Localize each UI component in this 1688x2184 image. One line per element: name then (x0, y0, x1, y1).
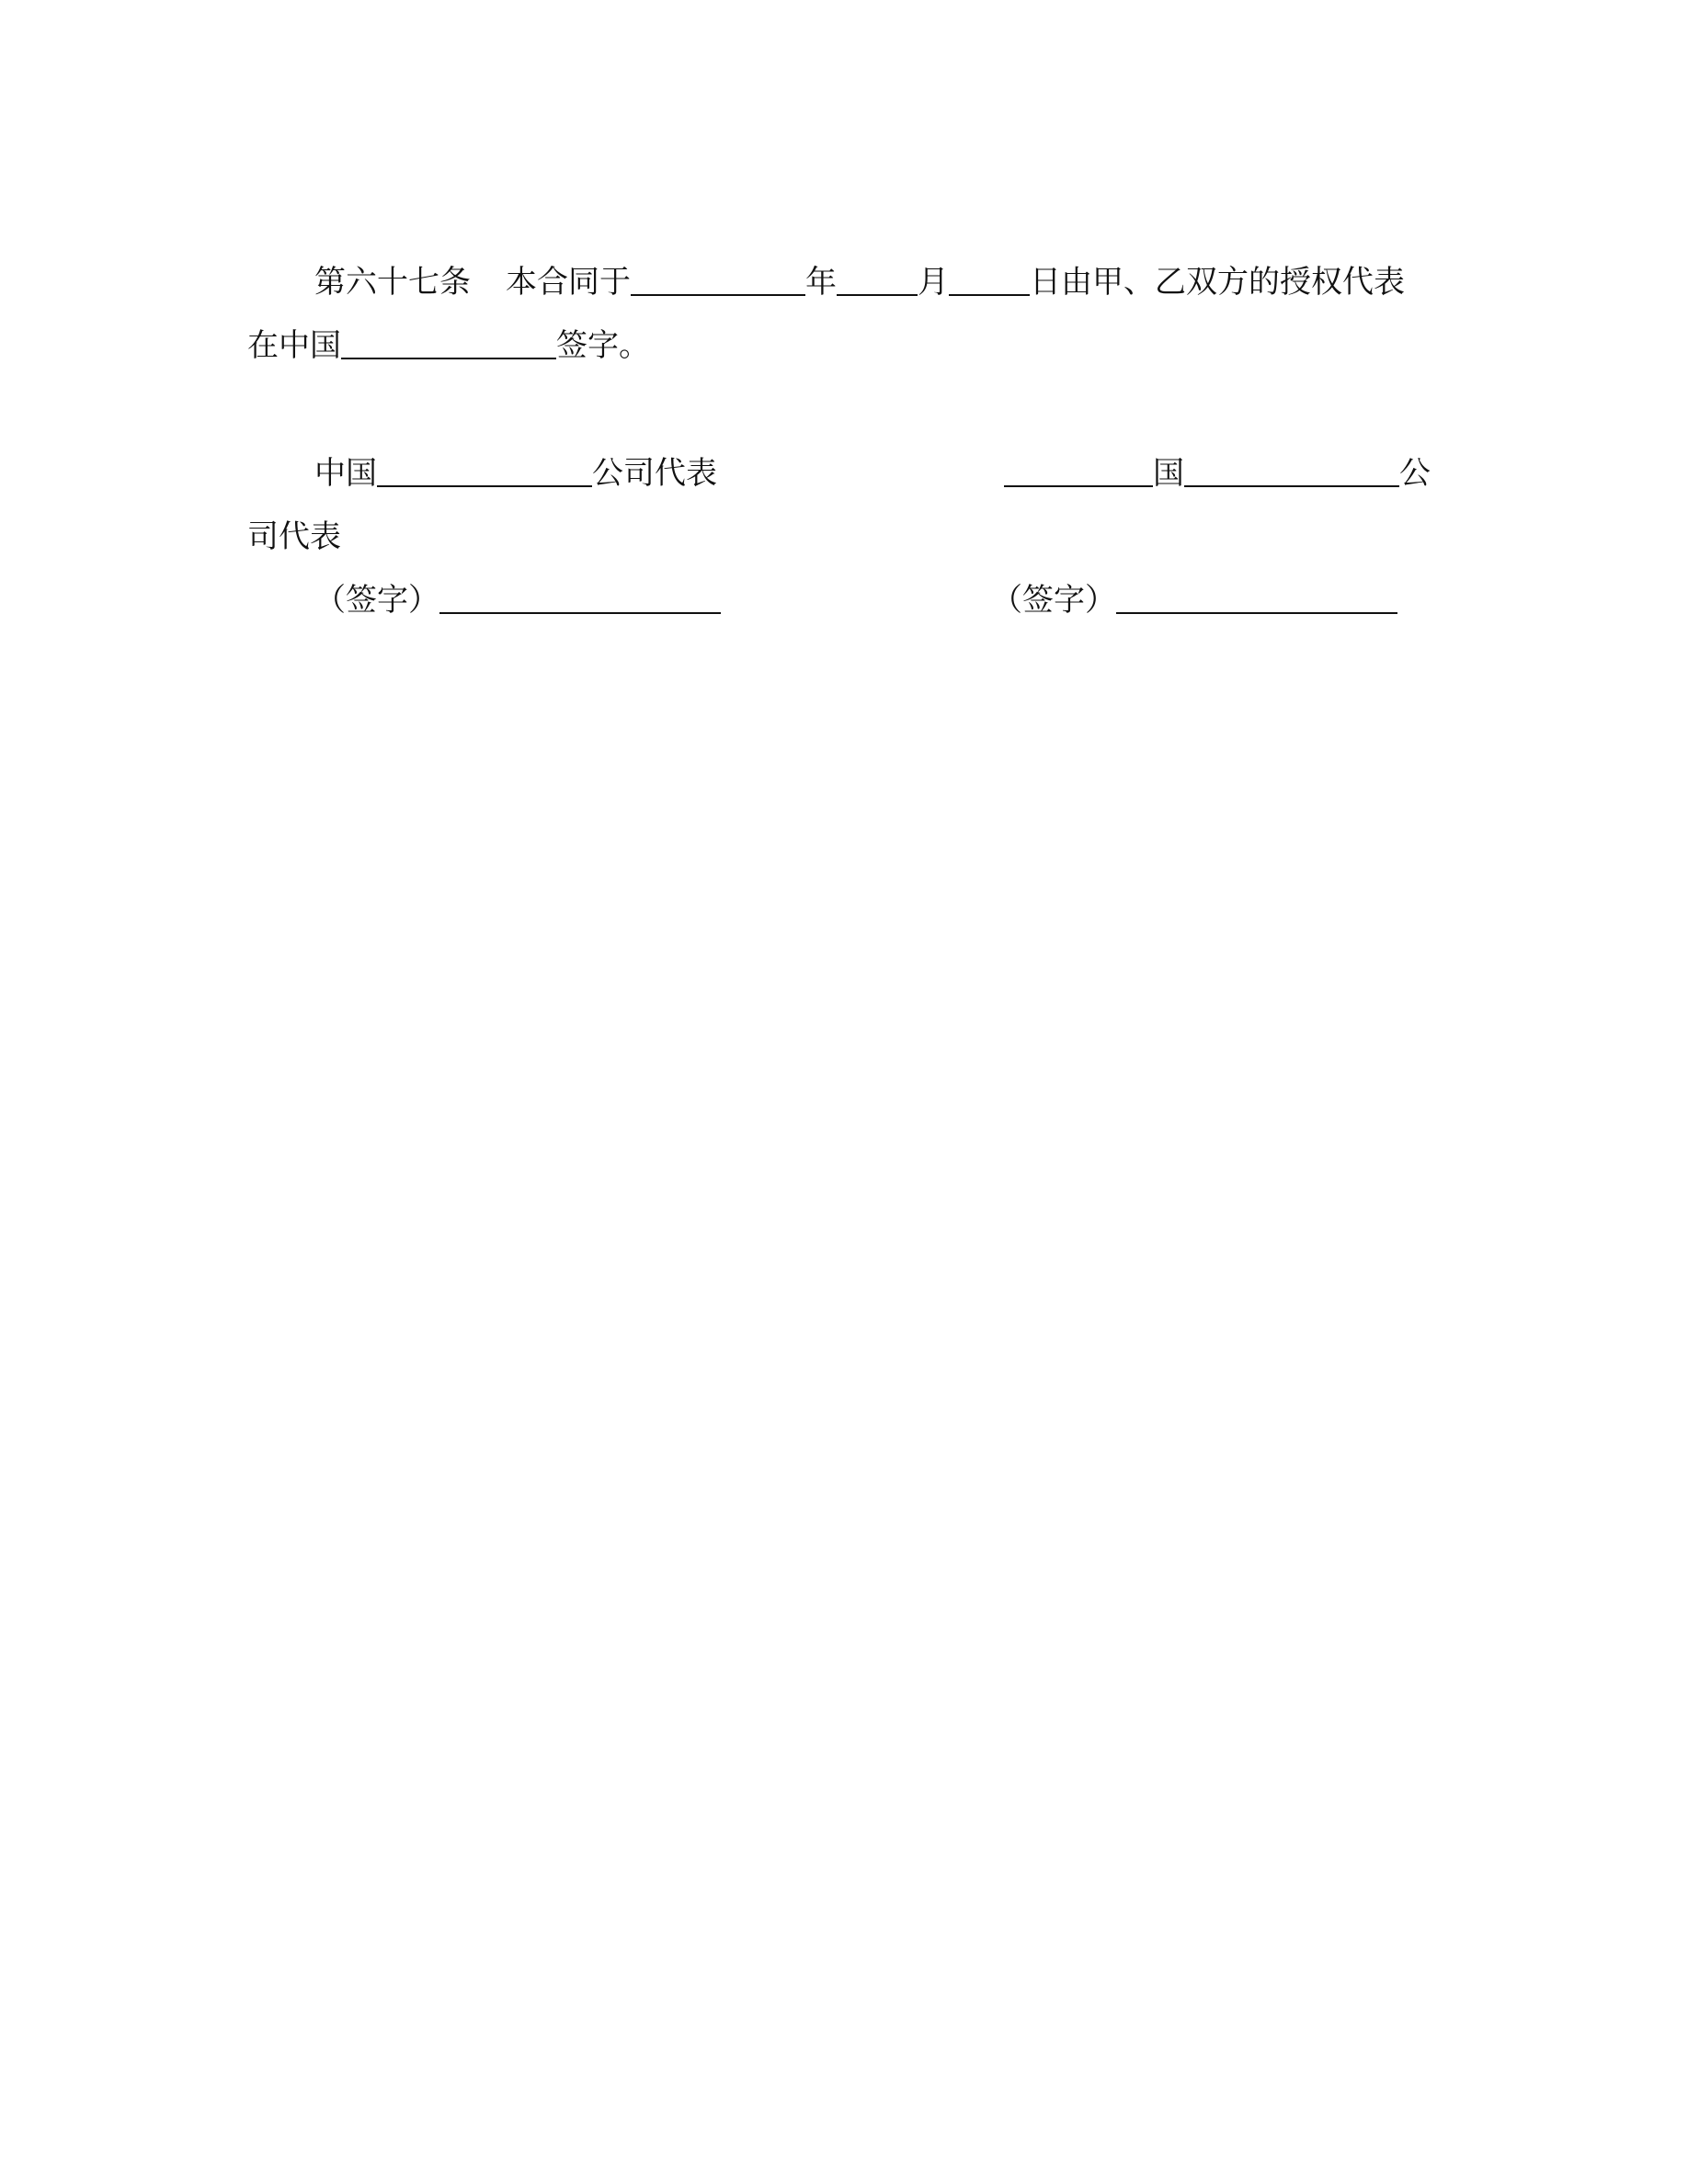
party-b-signature-line (991, 582, 1397, 619)
year-suffix: 年 (805, 264, 837, 301)
day-blank[interactable] (949, 264, 1030, 296)
signing-place-blank[interactable] (341, 327, 556, 359)
party-a-suffix: 公司代表 (592, 455, 717, 492)
party-a-company-blank[interactable] (377, 455, 592, 487)
party-a-sign-label: （签字） (314, 582, 439, 619)
party-b-line-1 (1004, 455, 1431, 492)
month-blank[interactable] (837, 264, 918, 296)
party-b-signature-blank[interactable] (1116, 582, 1397, 614)
party-b-country-blank[interactable] (1004, 455, 1153, 487)
party-b-sign-label: （签字） (991, 582, 1116, 619)
year-blank[interactable] (631, 264, 805, 296)
party-a-signature-blank[interactable] (439, 582, 721, 614)
article-text-before-year: 本合同于 (506, 264, 631, 301)
line2-suffix: 签字。 (556, 327, 650, 364)
line2-prefix: 在中国 (247, 327, 341, 364)
party-b-company-blank[interactable] (1184, 455, 1399, 487)
party-b-country-suffix: 国 (1153, 455, 1184, 492)
day-suffix-text: 日由甲、乙双方的授权代表 (1030, 264, 1405, 301)
article-line-1 (314, 264, 1405, 301)
party-a-prefix: 中国 (314, 455, 377, 492)
party-b-suffix-line2: 司代表 (247, 518, 341, 555)
article-label: 第六十七条 (314, 264, 471, 301)
party-b-line-2 (247, 518, 341, 555)
month-suffix: 月 (918, 264, 949, 301)
party-b-suffix-line1: 公 (1399, 455, 1431, 492)
party-a-line (314, 455, 717, 492)
party-a-signature-line (314, 582, 721, 619)
article-line-2 (247, 327, 650, 364)
